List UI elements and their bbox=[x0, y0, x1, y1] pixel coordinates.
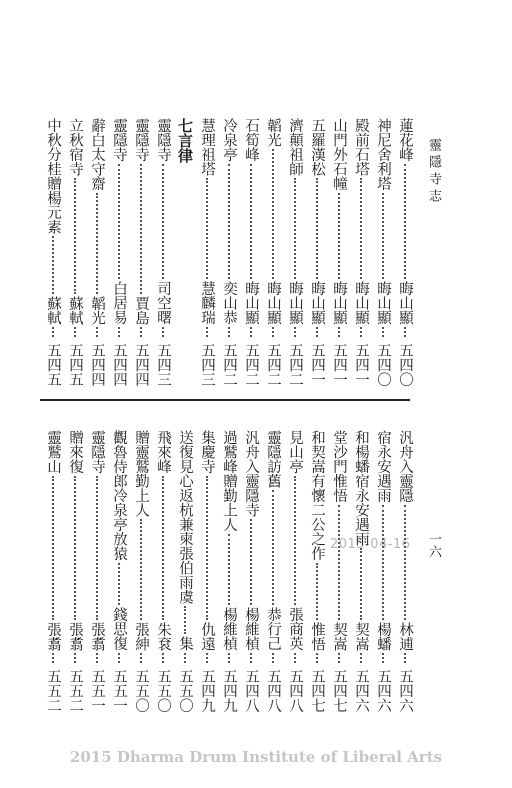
leader-dots bbox=[118, 164, 120, 280]
entry-page: 五四九 bbox=[221, 668, 237, 712]
footer-watermark: 2015 Dharma Drum Institute of Liberal Arts bbox=[69, 748, 443, 766]
entry-author: 惟悟 bbox=[309, 621, 325, 651]
entry-page: 五四一 bbox=[353, 342, 369, 386]
entry-page: 五五〇 bbox=[155, 668, 171, 712]
entry-author: 張紳 bbox=[133, 621, 149, 651]
entry-page: 五五〇 bbox=[133, 668, 149, 712]
leader-dots bbox=[140, 519, 142, 620]
entry-author: 契嵩 bbox=[353, 621, 369, 651]
page-number: 一六 bbox=[426, 532, 441, 558]
leader-dots bbox=[316, 563, 318, 620]
entry-author: 晦山顯 bbox=[353, 281, 369, 325]
toc-entry bbox=[374, 430, 392, 712]
leader-dots bbox=[96, 327, 98, 337]
entry-title: 贈靈鷲勤上人 bbox=[133, 430, 149, 517]
leader-dots bbox=[382, 327, 384, 337]
entry-page: 五五一 bbox=[89, 668, 105, 712]
entry-author: 慧麟瑞 bbox=[199, 281, 215, 325]
entry-page: 五四二 bbox=[287, 342, 303, 386]
entry-author: 司空曙 bbox=[155, 281, 171, 325]
entry-title: 五羅漢松 bbox=[309, 118, 325, 176]
entry-page: 五四四 bbox=[133, 342, 149, 386]
toc-entry bbox=[88, 430, 106, 712]
leader-dots bbox=[404, 164, 406, 280]
entry-title: 慧理祖塔 bbox=[199, 118, 215, 176]
leader-dots bbox=[382, 505, 384, 620]
leader-dots bbox=[118, 653, 120, 663]
toc-entry bbox=[286, 430, 304, 712]
entry-page: 五五〇 bbox=[177, 668, 193, 712]
leader-dots bbox=[162, 476, 164, 620]
entry-page: 五四七 bbox=[309, 668, 325, 712]
entry-title: 靈鷲山 bbox=[45, 430, 61, 474]
entry-title: 辭白太守齋 bbox=[89, 118, 105, 191]
leader-dots bbox=[162, 327, 164, 337]
leader-dots bbox=[250, 519, 252, 605]
entry-title: 和契嵩有懷二公之作 bbox=[309, 430, 325, 561]
entry-title: 濟顛祖師 bbox=[287, 118, 303, 176]
section-heading-text: 七言律 bbox=[176, 118, 194, 163]
leader-dots bbox=[338, 193, 340, 280]
toc-entry bbox=[396, 430, 414, 712]
entry-page: 五四七 bbox=[331, 668, 347, 712]
toc-entry bbox=[154, 118, 172, 386]
entry-title: 汎舟入靈隱 bbox=[397, 430, 413, 503]
entry-title: 飛來峰 bbox=[155, 430, 171, 474]
entry-page: 五四二 bbox=[221, 342, 237, 386]
entry-title: 蓮花峰 bbox=[397, 118, 413, 162]
leader-dots bbox=[52, 327, 54, 337]
toc-section-heading bbox=[176, 118, 194, 386]
entry-title: 靈隱訪舊 bbox=[265, 430, 281, 488]
entry-page: 五四三 bbox=[199, 342, 215, 386]
toc-entry bbox=[110, 430, 128, 712]
entry-author: 朱袞 bbox=[155, 621, 171, 651]
toc-entry bbox=[220, 118, 238, 386]
leader-dots bbox=[294, 178, 296, 279]
toc-entry bbox=[396, 118, 414, 386]
entry-page: 五四六 bbox=[353, 668, 369, 712]
entry-title: 汎舟入靈隱寺 bbox=[243, 430, 259, 517]
section-divider bbox=[40, 399, 410, 401]
leader-dots bbox=[272, 149, 274, 279]
entry-author: 奕山恭 bbox=[221, 281, 237, 325]
toc-entry bbox=[220, 430, 238, 712]
entry-title: 觀魯侍郎冷泉亭放猿 bbox=[111, 430, 127, 561]
entry-page: 五四八 bbox=[243, 668, 259, 712]
entry-page: 五四一 bbox=[309, 342, 325, 386]
entry-page: 五五二 bbox=[67, 668, 83, 712]
leader-dots bbox=[96, 193, 98, 294]
entry-page: 五四四 bbox=[89, 342, 105, 386]
entry-author: 楊維楨 bbox=[243, 607, 259, 651]
toc-entry bbox=[198, 118, 216, 386]
leader-dots bbox=[360, 178, 362, 279]
leader-dots bbox=[74, 476, 76, 620]
entry-title: 送復見心返杭兼柬張伯雨虞 bbox=[177, 430, 193, 604]
leader-dots bbox=[360, 548, 362, 620]
entry-author: 晦山顯 bbox=[397, 281, 413, 325]
leader-dots bbox=[140, 327, 142, 337]
entry-page: 五四〇 bbox=[397, 342, 413, 386]
entry-author: 晦山顯 bbox=[265, 281, 281, 325]
entry-title: 神尼舍利塔 bbox=[375, 118, 391, 191]
toc-entry bbox=[352, 118, 370, 386]
entry-author: 晦山顯 bbox=[309, 281, 325, 325]
leader-dots bbox=[74, 178, 76, 294]
entry-title: 冷泉亭 bbox=[221, 118, 237, 162]
entry-page: 五四四 bbox=[111, 342, 127, 386]
entry-page: 五四二 bbox=[243, 342, 259, 386]
leader-dots bbox=[52, 476, 54, 620]
toc-entry bbox=[330, 430, 348, 712]
leader-dots bbox=[316, 178, 318, 279]
toc-entry bbox=[132, 118, 150, 386]
entry-title: 殿前石塔 bbox=[353, 118, 369, 176]
toc-entry bbox=[308, 118, 326, 386]
leader-dots bbox=[360, 653, 362, 663]
entry-title: 韜光 bbox=[265, 118, 281, 147]
entry-author: 張翥 bbox=[45, 621, 61, 651]
leader-dots bbox=[118, 327, 120, 337]
entry-page: 五四三 bbox=[155, 342, 171, 386]
entry-author: 張商英 bbox=[287, 607, 303, 651]
toc-entry bbox=[242, 430, 260, 712]
leader-dots bbox=[162, 164, 164, 280]
toc-entry bbox=[374, 118, 392, 386]
entry-title: 堂沙門惟悟 bbox=[331, 430, 347, 503]
leader-dots bbox=[294, 327, 296, 337]
entry-author: 蘇軾 bbox=[45, 295, 61, 325]
leader-dots bbox=[404, 327, 406, 337]
entry-author: 仇遠 bbox=[199, 621, 215, 651]
toc-entry bbox=[132, 430, 150, 712]
running-title: 靈隱寺志 bbox=[426, 138, 441, 206]
entry-title: 和楊蟠宿永安遇雨 bbox=[353, 430, 369, 546]
entry-title: 過鷲峰贈勤上人 bbox=[221, 430, 237, 532]
entry-title: 立秋宿寺 bbox=[67, 118, 83, 176]
leader-dots bbox=[360, 327, 362, 337]
leader-dots bbox=[250, 327, 252, 337]
leader-dots bbox=[206, 653, 208, 663]
leader-dots bbox=[228, 534, 230, 606]
leader-dots bbox=[206, 476, 208, 620]
leader-dots bbox=[316, 327, 318, 337]
toc-entry bbox=[264, 430, 282, 712]
entry-page: 五四二 bbox=[265, 342, 281, 386]
leader-dots bbox=[404, 505, 406, 620]
entry-title: 靈隱寺 bbox=[111, 118, 127, 162]
leader-dots bbox=[184, 606, 186, 634]
entry-author: 張翥 bbox=[89, 621, 105, 651]
leader-dots bbox=[250, 164, 252, 280]
leader-dots bbox=[52, 653, 54, 663]
leader-dots bbox=[294, 653, 296, 663]
leader-dots bbox=[96, 653, 98, 663]
leader-dots bbox=[184, 653, 186, 663]
toc-entry bbox=[44, 430, 62, 712]
entry-page: 五五一 bbox=[111, 668, 127, 712]
entry-title: 集慶寺 bbox=[199, 430, 215, 474]
leader-dots bbox=[382, 193, 384, 280]
leader-dots bbox=[404, 653, 406, 663]
entry-title: 贈來復 bbox=[67, 430, 83, 474]
entry-page: 五四六 bbox=[397, 668, 413, 712]
date-stamp: 2015-04-16 bbox=[330, 537, 411, 552]
leader-dots bbox=[228, 327, 230, 337]
toc-entry bbox=[264, 118, 282, 386]
leader-dots bbox=[272, 653, 274, 663]
toc-entry bbox=[330, 118, 348, 386]
entry-author: 韜光 bbox=[89, 295, 105, 325]
toc-entry bbox=[308, 430, 326, 712]
entry-author: 晦山顯 bbox=[331, 281, 347, 325]
leader-dots bbox=[118, 563, 120, 606]
leader-dots bbox=[294, 476, 296, 606]
entry-author: 楊蟠 bbox=[375, 621, 391, 651]
leader-dots bbox=[338, 653, 340, 663]
entry-author: 賈島 bbox=[133, 295, 149, 325]
entry-title: 山門外石幢 bbox=[331, 118, 347, 191]
entry-page: 五四〇 bbox=[375, 342, 391, 386]
entry-author: 林逋 bbox=[397, 621, 413, 651]
leader-dots bbox=[272, 490, 274, 605]
entry-title: 靈隱寺 bbox=[155, 118, 171, 162]
leader-dots bbox=[338, 505, 340, 620]
entry-author: 楊維楨 bbox=[221, 607, 237, 651]
entry-author: 契嵩 bbox=[331, 621, 347, 651]
toc-entry bbox=[66, 118, 84, 386]
toc-entry bbox=[154, 430, 172, 712]
entry-title: 宿永安遇雨 bbox=[375, 430, 391, 503]
entry-title: 靈隱寺 bbox=[89, 430, 105, 474]
entry-page: 五四九 bbox=[199, 668, 215, 712]
entry-author: 晦山顯 bbox=[375, 281, 391, 325]
leader-dots bbox=[206, 178, 208, 279]
entry-title: 石筍峰 bbox=[243, 118, 259, 162]
entry-author: 錢思復 bbox=[111, 607, 127, 651]
entry-title: 靈隱寺 bbox=[133, 118, 149, 162]
toc-entry bbox=[44, 118, 62, 386]
entry-author: 恭行己 bbox=[265, 607, 281, 651]
entry-author: 蘇軾 bbox=[67, 295, 83, 325]
leader-dots bbox=[206, 327, 208, 337]
entry-page: 五四八 bbox=[287, 668, 303, 712]
leader-dots bbox=[74, 653, 76, 663]
leader-dots bbox=[228, 653, 230, 663]
toc-entry bbox=[66, 430, 84, 712]
leader-dots bbox=[162, 653, 164, 663]
entry-page: 五四六 bbox=[375, 668, 391, 712]
entry-page: 五五二 bbox=[45, 668, 61, 712]
leader-dots bbox=[338, 327, 340, 337]
leader-dots bbox=[52, 236, 54, 294]
toc-entry bbox=[198, 430, 216, 712]
leader-dots bbox=[74, 327, 76, 337]
toc-entry bbox=[176, 430, 194, 712]
toc-entry bbox=[88, 118, 106, 386]
toc-entry bbox=[286, 118, 304, 386]
entry-author: 集 bbox=[177, 636, 193, 651]
leader-dots bbox=[228, 164, 230, 280]
entry-page: 五四五 bbox=[67, 342, 83, 386]
leader-dots bbox=[272, 327, 274, 337]
entry-author: 張翥 bbox=[67, 621, 83, 651]
entry-author: 晦山顯 bbox=[243, 281, 259, 325]
entry-author: 白居易 bbox=[111, 281, 127, 325]
toc-entry bbox=[242, 118, 260, 386]
leader-dots bbox=[96, 476, 98, 620]
entry-page: 五四八 bbox=[265, 668, 281, 712]
entry-author: 晦山顯 bbox=[287, 281, 303, 325]
leader-dots bbox=[250, 653, 252, 663]
toc-entry bbox=[352, 430, 370, 712]
entry-title: 中秋分桂贈楊元素 bbox=[45, 118, 61, 234]
entry-page: 五四五 bbox=[45, 342, 61, 386]
leader-dots bbox=[140, 653, 142, 663]
entry-title: 見山亭 bbox=[287, 430, 303, 474]
toc-entry bbox=[110, 118, 128, 386]
entry-page: 五四一 bbox=[331, 342, 347, 386]
leader-dots bbox=[316, 653, 318, 663]
leader-dots bbox=[382, 653, 384, 663]
leader-dots bbox=[140, 164, 142, 294]
